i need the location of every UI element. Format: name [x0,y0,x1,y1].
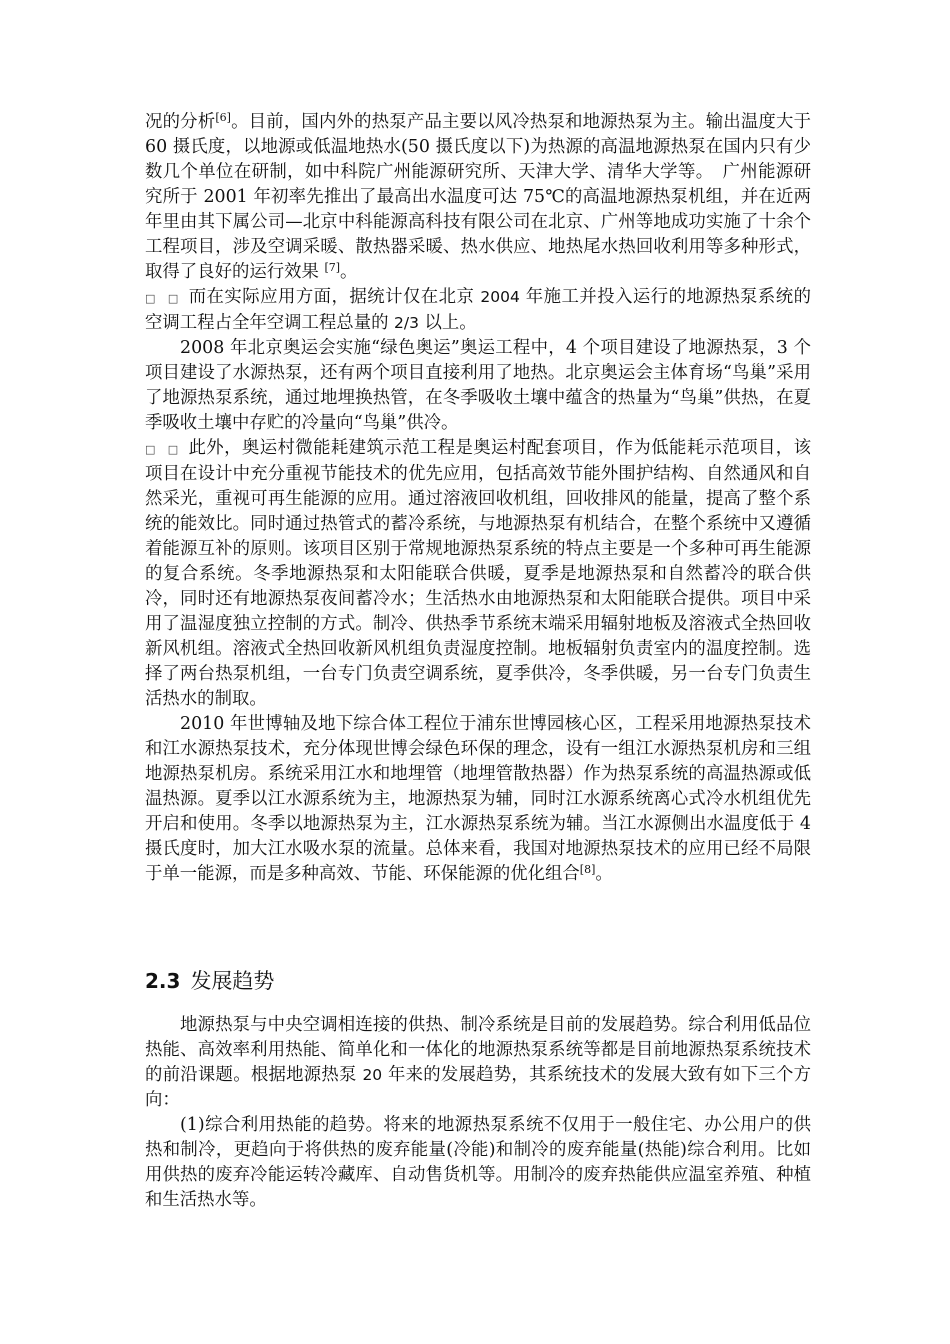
paragraph-text: 年施工并投入运行的地源热泵系统的空调工程占全年空调工程总量的 [145,287,812,333]
section-number: 2.3 [145,969,181,993]
paragraph-text: 2010 年世博轴及地下综合体工程位于浦东世博园核心区，工程采用地源热泵技术和江水源热泵技术，充分体现世博会绿色环保的理念，设有一组江水源热泵机房和三组地源热泵机房。系统采用江水和地埋管（地埋管散热器）作为热泵系统的高温热源或低温热源。夏季以江水源系统为主，地源热泵为辅，同时江水源系统离心式冷水机组优先开启和使用。冬季以地源热泵为主，江水源热泵系统为辅。当江水源侧出水温度低于 4 摄氏度时，加大江水吸水泵的流量。总体来看，我国对地源热泵技术的应用已经不局限于单一能源，而是多种高效、节能、环保能源的优化组合 [145,714,811,884]
placeholder-glyphs: □ □ [145,443,183,456]
section-heading [145,966,274,996]
section-title: 发展趋势 [190,969,275,993]
body-text-section [145,1013,811,1213]
paragraph-text: 。目前，国内外的热泵产品主要以风冷热泵和地源热泵为主。输出温度大于 60 摄氏度，以地源或低温地热水(50 摄氏度以下)为热源的高温地源热泵在国内只有少数几个单位在研制，如中科院广州能源研究所、天津大学、清华大学等。 广州能源研究所于 2001 年初率先推出了最高出水温度可达 75℃的高温地源热泵机组，并在近两年里由其下属公司—北京中科能源高科技有限公司在北京、广州等地成功实施了十余个工程项目，涉及空调采暖、散热器采暖、热水供应、地热尾水热回收利用等多种形式，取得了良好的运行效果 [145,112,811,282]
paragraph-olympic-village [145,436,811,712]
citation-ref: [8] [579,863,596,876]
paragraph-text: 以上。 [418,313,477,333]
paragraph-text: 而在实际应用方面，据统计仅在北京 [188,287,481,307]
paragraph-text: 。 [595,864,613,884]
paragraph-olympics: 2008 年北京奥运会实施“绿色奥运”奥运工程中，4 个项目建设了地源热泵，3 个项目建设了水源热泵，还有两个项目直接利用了地热。北京奥运会主体育场“鸟巢”采用了地源热泵系统，通过地埋换热管，在冬季吸收土壤中蕴含的热量为“鸟巢”供热，在夏季吸收土壤中存贮的冷量向“鸟巢”供冷。 [145,338,811,433]
paragraph-text: 此外，奥运村微能耗建筑示范工程是奥运村配套项目，作为低能耗示范项目，该项目在设计中充分重视节能技术的优先应用，包括高效节能外围护结构、自然通风和自然采光，重视可再生能源的应用。通过溶液回收机组，回收排风的能量，提高了整个系统的能效比。同时通过热管式的蓄冷系统，与地源热泵有机结合，在整个系统中又遵循着能源互补的原则。该项目区别于常规地源热泵系统的特点主要是一个多种可再生能源的复合系统。冬季地源热泵和太阳能联合供暖，夏季是地源热泵和自然蓄冷的联合供冷，同时还有地源热泵夜间蓄冷水；生活热水由地源热泵和太阳能联合提供。项目中采用了温湿度独立控制的方式。制冷、供热季节系统末端采用辐射地板及溶液式全热回收新风机组。溶液式全热回收新风机组负责湿度控制。地板辐射负责室内的温度控制。选择了两台热泵机组，一台专门负责空调系统，夏季供冷，冬季供暖，另一台专门负责生活热水的制取。 [145,438,811,709]
paragraph-text: 年来的发展趋势，其系统技术的发展大致有如下三个方向： [145,1065,812,1110]
paragraph-trend-intro [145,1013,811,1113]
paragraph-text: 。 [340,262,358,282]
paragraph-trend-1: (1)综合利用热能的趋势。将来的地源热泵系统不仅用于一般住宅、办公用户的供热和制冷，更趋向于将供热的废弃能量(冷能)和制冷的废弃能量(热能)综合利用。比如用供热的废弃冷能运转冷藏库、自动售货机等。用制冷的废弃热能供应温室养殖、种植和生活热水等。 [145,1115,811,1210]
body-text-top [145,110,811,887]
fraction-number: 2/3 [394,314,419,332]
years-number: 20 [362,1066,383,1084]
paragraph-status-analysis [145,110,811,285]
paragraph-expo [145,712,811,887]
placeholder-glyphs: □ □ [145,292,183,305]
paragraph-beijing-statistics [145,285,811,336]
year-number: 2004 [480,288,520,306]
citation-ref: [7] [324,261,341,274]
paragraph-text: 地源热泵与中央空调相连接的供热、制冷系统是目前的发展趋势。综合利用低品位热能、高效率利用热能、简单化和一体化的地源热泵系统等都是目前地源热泵系统技术的前沿课题。根据地源热泵 [145,1015,811,1085]
paragraph-text: 况的分析 [145,112,216,132]
citation-ref: [6] [215,111,231,124]
